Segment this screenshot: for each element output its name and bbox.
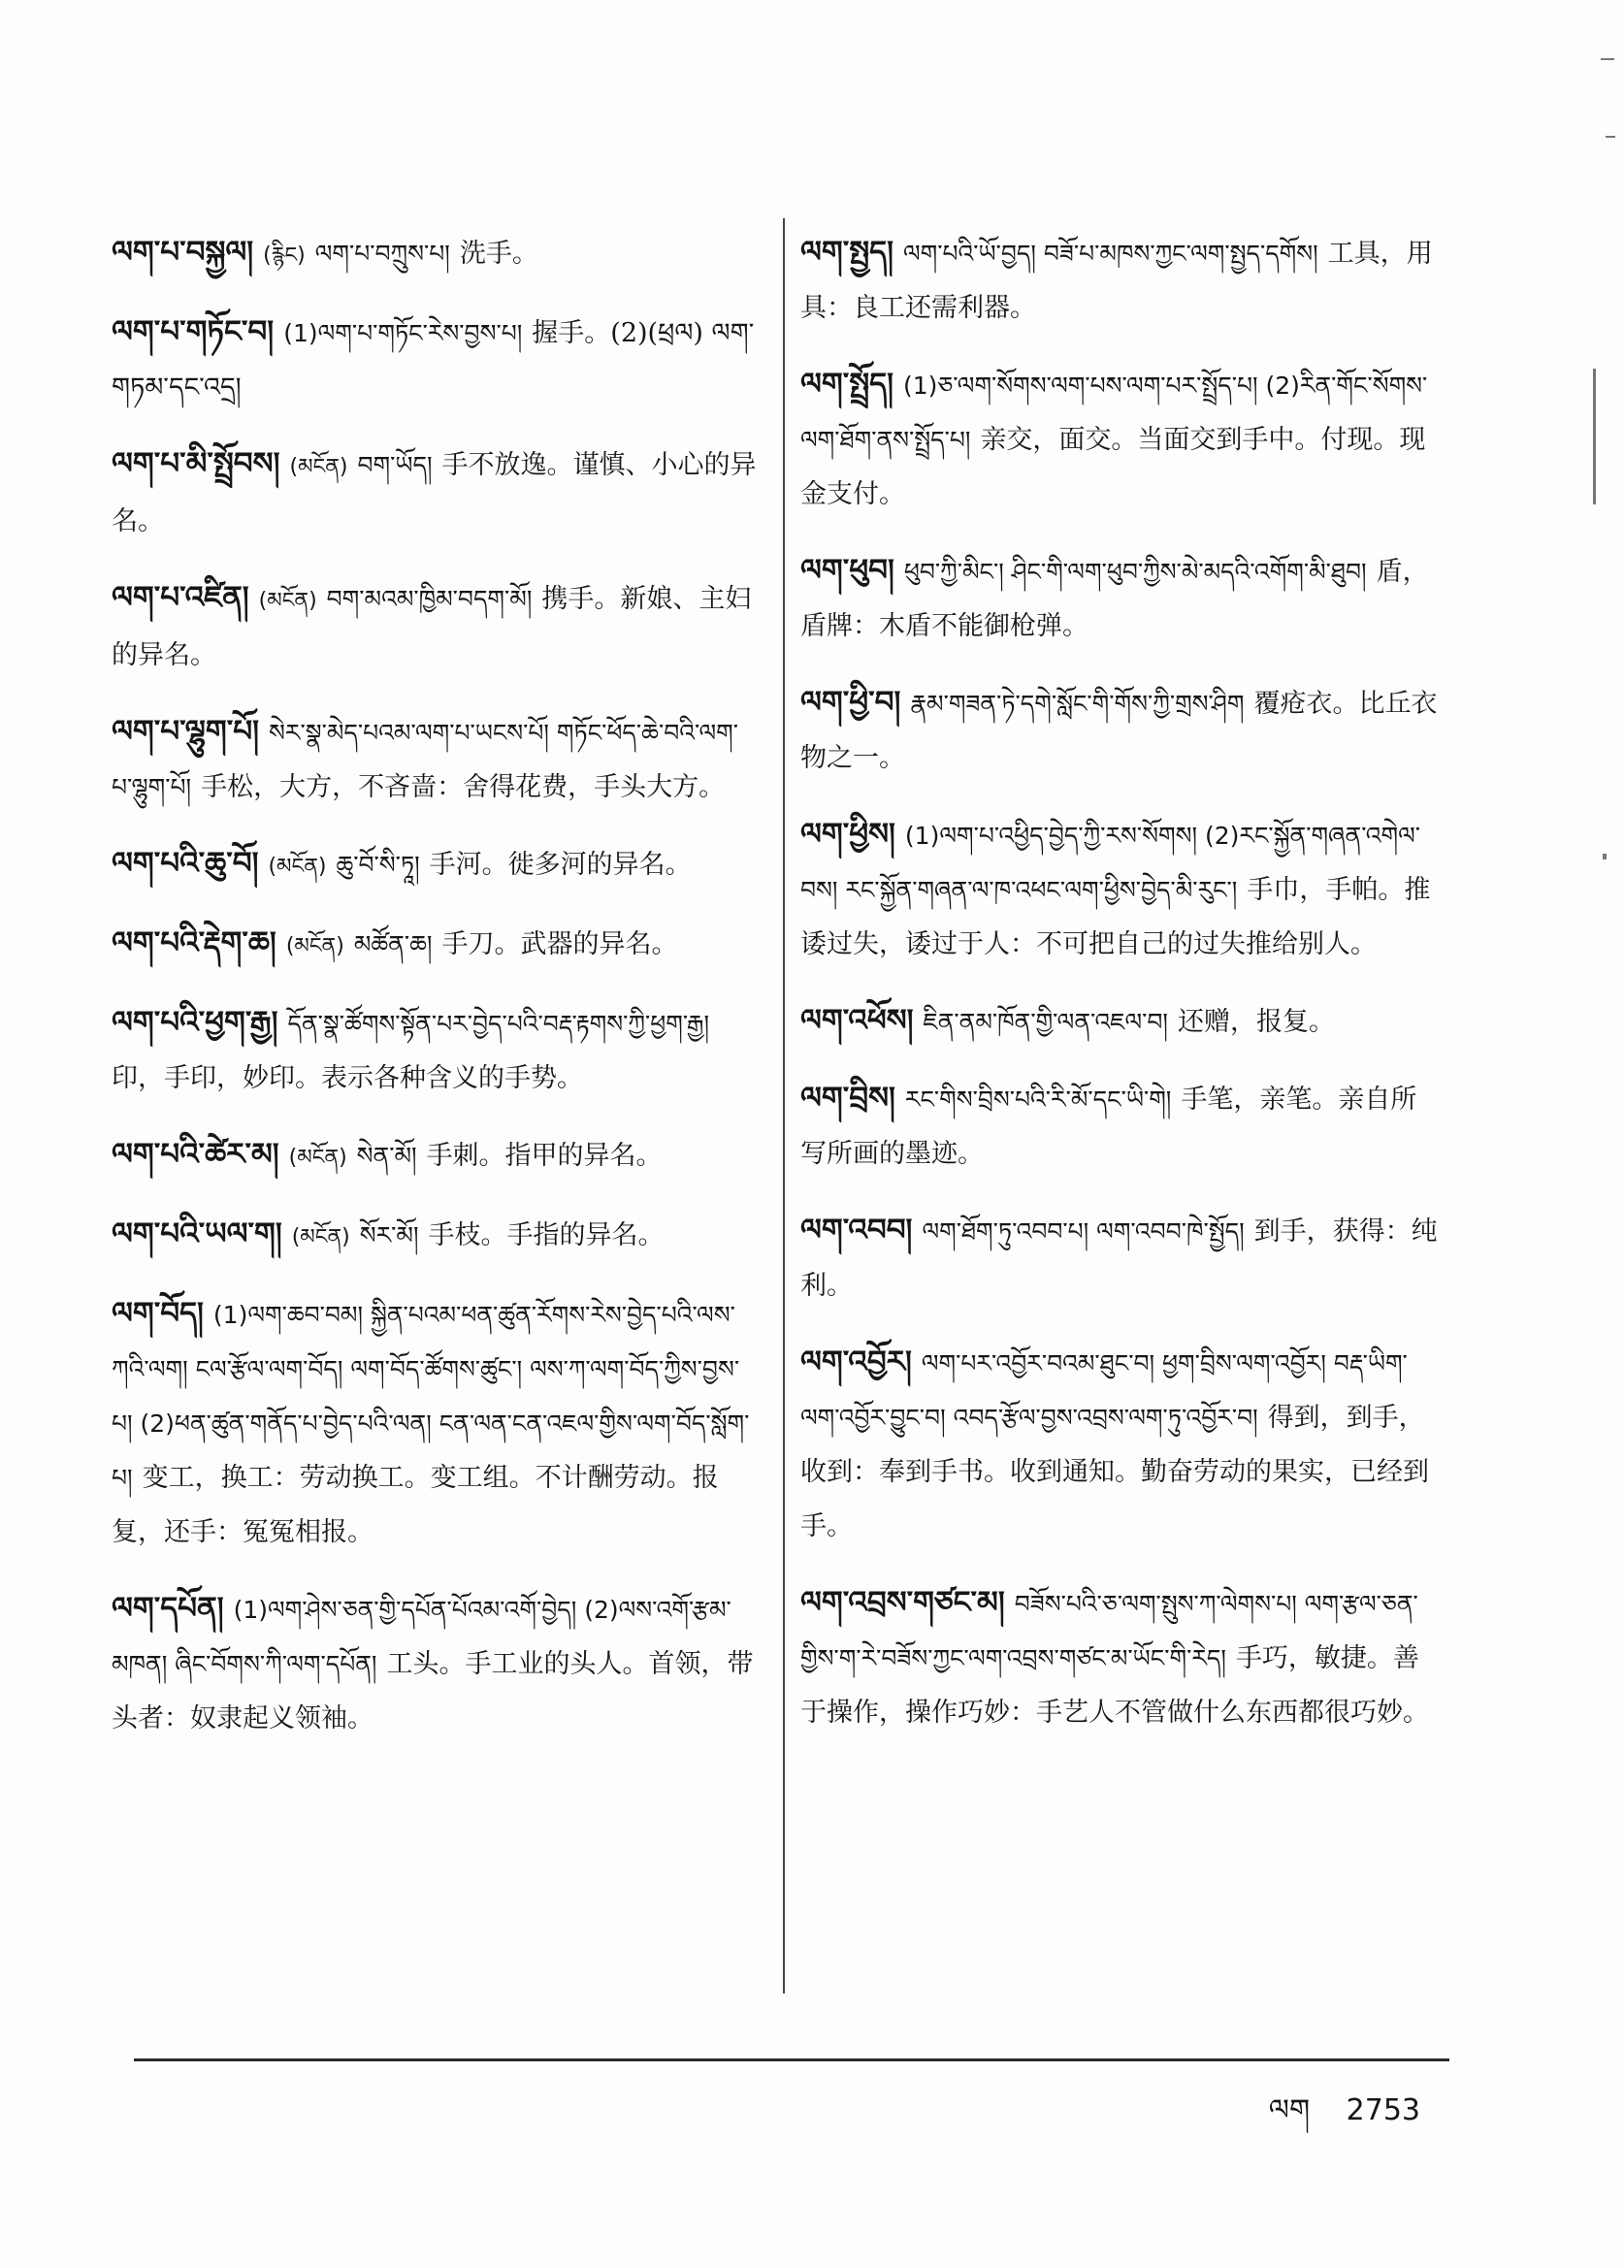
entry-source-tag: (མངོན) — [288, 1146, 347, 1170]
bottom-rule — [134, 2058, 1449, 2061]
entry-tibetan-definition: (1)ལག་ཤེས་ཅན་གྱི་དཔོན་པོའམ་འགོ་བྱེད། (2)ལས་འགོ་རྩམ་མཁན། ཞིང་བོགས་ཀི་ལག་དཔོན། — [112, 1596, 731, 1678]
entry-tibetan-definition: བག་ཡོད། — [357, 451, 433, 479]
dictionary-entry — [112, 995, 757, 1106]
entry-tibetan-definition: བག་མའམ་ཁྱིམ་བདག་མོ། — [326, 585, 533, 613]
entry-headword: ལག་ཕྱི་བ། — [800, 685, 901, 720]
entry-tibetan-definition: རྣམ་གཟན་ཏེ་དགེ་སློང་གི་གོས་ཀྱི་གྲས་ཤིག — [910, 690, 1245, 718]
left-column — [112, 225, 757, 1767]
entry-tibetan-definition: སོར་མོ། — [359, 1221, 419, 1249]
running-head: ལག — [1268, 2093, 1311, 2127]
page-number: 2753 — [1346, 2093, 1420, 2127]
entry-tibetan-definition: སེར་སྣ་མེད་པའམ་ལག་པ་ཡངས་པོ། གཏོང་ཕོད་ཆེ་བའི་ལག་པ་ལྷུག་པོ། — [112, 719, 738, 801]
dictionary-entry — [800, 1071, 1441, 1182]
dictionary-entry — [800, 1335, 1441, 1554]
entry-chinese-definition: 手松，大方，不吝啬：舍得花费，手头大方。 — [201, 772, 726, 802]
entry-headword: ལག་ཕུབ། — [800, 553, 894, 588]
entry-tibetan-definition: (1)ལག་པ་འཕྱིད་བྱེད་ཀྱི་རས་སོགས། (2)རང་སྐྱོན་གཞན་འགེལ་བས། རང་སྐྱོན་གཞན་ལ་ཁ་འཕང་ལག་ཕྱིས་བྱེད་མི་རུང་། — [800, 822, 1420, 904]
dictionary-entry — [800, 1575, 1441, 1740]
dictionary-entry — [112, 704, 757, 815]
dictionary-entry — [800, 675, 1441, 786]
entry-tibetan-definition: རང་གིས་བྲིས་པའི་རི་མོ་དང་ཡི་གེ། — [904, 1085, 1172, 1114]
margin-mark — [1606, 136, 1615, 138]
entry-source-tag: (མངོན) — [268, 855, 327, 879]
entry-tibetan-definition: (1)ལག་ཆབ་བམ། སྐྱིན་པའམ་ཕན་ཚུན་རོགས་རེས་བྱེད་པའི་ལས་ཀའི་ལག། ངལ་རྩོལ་ལག་བོད། ལག་བོད་ཚོགས་ཚུང་། ལས་ཀ་ལག་བོད་ཀྱིས་བྱས་པ། (2)ཕན་ཚུན་གནོད་པ་བྱེད་པའི་ལན། ངན་ལན་ངན་འཇལ་གྱིས་ལག་བོད་སློག་པ། — [112, 1301, 750, 1492]
dictionary-entry — [800, 1203, 1441, 1313]
entry-chinese-definition: 握手。(2)(ཕྲལ) ལག་གཏམ་དང་འདྲ། — [112, 318, 755, 403]
entry-tibetan-definition: ཇིན་ནམ་ཁོན་གྱི་ལན་འཇལ་བ། — [923, 1008, 1168, 1036]
margin-mark — [1601, 58, 1614, 60]
entry-headword: ལག་དཔོན། — [112, 1591, 224, 1626]
dictionary-entry — [112, 916, 757, 974]
entry-tibetan-definition: ལག་པ་བཀྲུས་པ། — [314, 240, 450, 268]
entry-tibetan-definition: དོན་སྣ་ཚོགས་སྟོན་པར་བྱེད་པའི་བརྡ་རྟགས་ཀྱི་ཕྱག་རྒྱ། — [287, 1010, 710, 1038]
entry-headword: ལག་འབབ། — [800, 1213, 913, 1247]
dictionary-entry — [112, 1207, 757, 1265]
margin-mark — [1603, 854, 1607, 859]
entry-tibetan-definition: ལག་ཐོག་ཏུ་འབབ་པ། ལག་འབབ་ཁེ་སྤྱོད། — [922, 1217, 1245, 1246]
entry-tibetan-definition: (1)ལག་པ་གཏོང་རེས་བྱས་པ། — [283, 319, 523, 347]
dictionary-entry — [800, 225, 1441, 336]
entry-headword: ལག་འབྱོར། — [800, 1345, 912, 1379]
page-footer — [1242, 2078, 1420, 2159]
dictionary-entry — [112, 437, 757, 549]
entry-chinese-definition: 亲交，面交。当面交到手中。付现。现金支付。 — [800, 425, 1426, 509]
entry-headword: ལག་པ་གཏོང་བ། — [112, 314, 275, 349]
entry-chinese-definition: 手枝。手指的异名。 — [428, 1220, 665, 1250]
entry-headword: ལག་སྤྱད། — [800, 235, 893, 270]
entry-headword: ལག་པ་འཛིན། — [112, 580, 249, 615]
entry-tibetan-definition: སེན་མོ། — [356, 1142, 417, 1170]
entry-source-tag: (མངོན) — [291, 1225, 350, 1249]
entry-chinese-definition: 手河。徙多河的异名。 — [429, 850, 692, 880]
entry-headword: ལག་བོད། — [112, 1296, 204, 1331]
entry-source-tag: (མངོན) — [258, 589, 317, 613]
entry-source-tag: (མངོན) — [289, 455, 348, 479]
entry-chinese-definition: 印，手印，妙印。表示各种含义的手势。 — [112, 1063, 583, 1093]
entry-chinese-definition: 工头。手工业的头人。首领，带头者：奴隶起义领袖。 — [112, 1649, 754, 1733]
entry-chinese-definition: 到手，获得：纯利。 — [800, 1216, 1438, 1301]
entry-chinese-definition: 手不放逸。谨慎、小心的异名。 — [112, 450, 757, 536]
entry-chinese-definition: 洗手。 — [459, 239, 538, 269]
entry-headword: ལག་པ་མི་སྤྲོབས། — [112, 446, 280, 481]
entry-headword: ལག་སྤྲོད། — [800, 367, 893, 402]
entry-chinese-definition: 手巾，手帕。推诿过失，诿过于人：不可把自己的过失推给别人。 — [800, 875, 1431, 959]
dictionary-entry — [112, 305, 757, 415]
entry-headword: ལག་པ་བསྐྱལ། — [112, 235, 254, 270]
entry-headword: ལག་པའི་ཕྱག་རྒྱ། — [112, 1005, 278, 1040]
entry-chinese-definition: 手笔，亲笔。亲自所写所画的墨迹。 — [800, 1085, 1417, 1169]
entry-tibetan-definition: མཚོན་ཆ། — [353, 930, 433, 958]
entry-headword: ལག་པའི་རྡེག་ཆ། — [112, 925, 276, 960]
entry-chinese-definition: 手刺。指甲的异名。 — [426, 1141, 663, 1171]
dictionary-entry — [800, 807, 1441, 972]
dictionary-entry — [112, 1127, 757, 1185]
entry-chinese-definition: 工具，用具：良工还需利器。 — [800, 239, 1433, 323]
dictionary-entry — [112, 1581, 757, 1746]
column-divider — [783, 218, 785, 1993]
entry-chinese-definition: 手刀。武器的异名。 — [441, 929, 678, 959]
entry-chinese-definition: 覆疮衣。比丘衣物之一。 — [800, 689, 1438, 773]
dictionary-entry — [112, 570, 757, 683]
entry-source-tag: (རྙིང) — [263, 243, 306, 268]
entry-tibetan-definition: ཆུ་བོ་སི་ཏཱ། — [336, 851, 420, 879]
entry-chinese-definition: 得到，到手，收到：奉到手书。收到通知。勤奋劳动的果实，已经到手。 — [800, 1403, 1429, 1541]
entry-headword: ལག་འབྲས་གཙང་མ། — [800, 1585, 1005, 1620]
dictionary-entry — [112, 225, 757, 283]
entry-chinese-definition: 携手。新娘、主妇的异名。 — [112, 584, 752, 670]
entry-headword: ལག་འཕོས། — [800, 1003, 914, 1038]
entry-tibetan-definition: བཟོས་པའི་ཅ་ལག་སྤུས་ཀ་ལེགས་པ། ལག་རྩལ་ཅན་གྱིས་ག་རེ་བཟོས་ཀྱང་ལག་འབྲས་གཙང་མ་ཡོང་གི་རེད། — [800, 1590, 1418, 1672]
entry-tibetan-definition: ཕུབ་ཀྱི་མིང་། ཤིང་གི་ལག་ཕུབ་ཀྱིས་མེ་མདའི་འགོག་མི་ཐུབ། — [903, 558, 1367, 586]
entry-tibetan-definition: (1)ཅ་ལག་སོགས་ལག་པས་ལག་པར་སྤྲོད་པ། (2)རིན་གོང་སོགས་ལག་ཐོག་ནས་སྤྲོད་པ། — [800, 372, 1428, 454]
entry-chinese-definition: 手巧，敏捷。善于操作，操作巧妙：手艺人不管做什么东西都很巧妙。 — [800, 1643, 1429, 1728]
entry-headword: ལག་པའི་ཚེར་མ། — [112, 1137, 279, 1172]
entry-headword: ལག་ཕྱིས། — [800, 817, 895, 852]
entry-tibetan-definition: ལག་པར་འབྱོར་བའམ་ཐུང་བ། ཕྱག་བྲིས་ལག་འབྱོར། བརྡ་ཡིག་ལག་འབྱོར་བྱུང་བ། འབད་རྩོལ་བྱས་འབྲས་ལག་ཏུ་འབྱོར་བ། — [800, 1349, 1408, 1432]
dictionary-entry — [112, 1286, 757, 1560]
entry-headword: ལག་པ་ལྷུག་པོ། — [112, 714, 260, 749]
entry-chinese-definition: 盾，盾牌：木盾不能御枪弹。 — [800, 557, 1429, 641]
dictionary-entry — [800, 543, 1441, 654]
entry-headword: ལག་པའི་ཆུ་བོ། — [112, 846, 259, 881]
dictionary-entry — [800, 993, 1441, 1050]
dictionary-entry — [112, 836, 757, 894]
entry-source-tag: (མངོན) — [285, 934, 344, 958]
entry-chinese-definition: 变工，换工：劳动换工。变工组。不计酬劳动。报复，还手：冤冤相报。 — [112, 1463, 719, 1547]
entry-tibetan-definition: ལག་པའི་ཡོ་བྱད། བཟོ་པ་མཁས་ཀྱང་ལག་སྤྱད་དགོས། — [902, 240, 1318, 268]
margin-mark — [1593, 369, 1596, 504]
entry-headword: ལག་པའི་ཡལ་ག། — [112, 1216, 282, 1251]
right-column — [800, 225, 1441, 1762]
entry-chinese-definition: 还赠，报复。 — [1177, 1007, 1335, 1037]
entry-headword: ལག་བྲིས། — [800, 1081, 895, 1116]
dictionary-entry — [800, 357, 1441, 522]
